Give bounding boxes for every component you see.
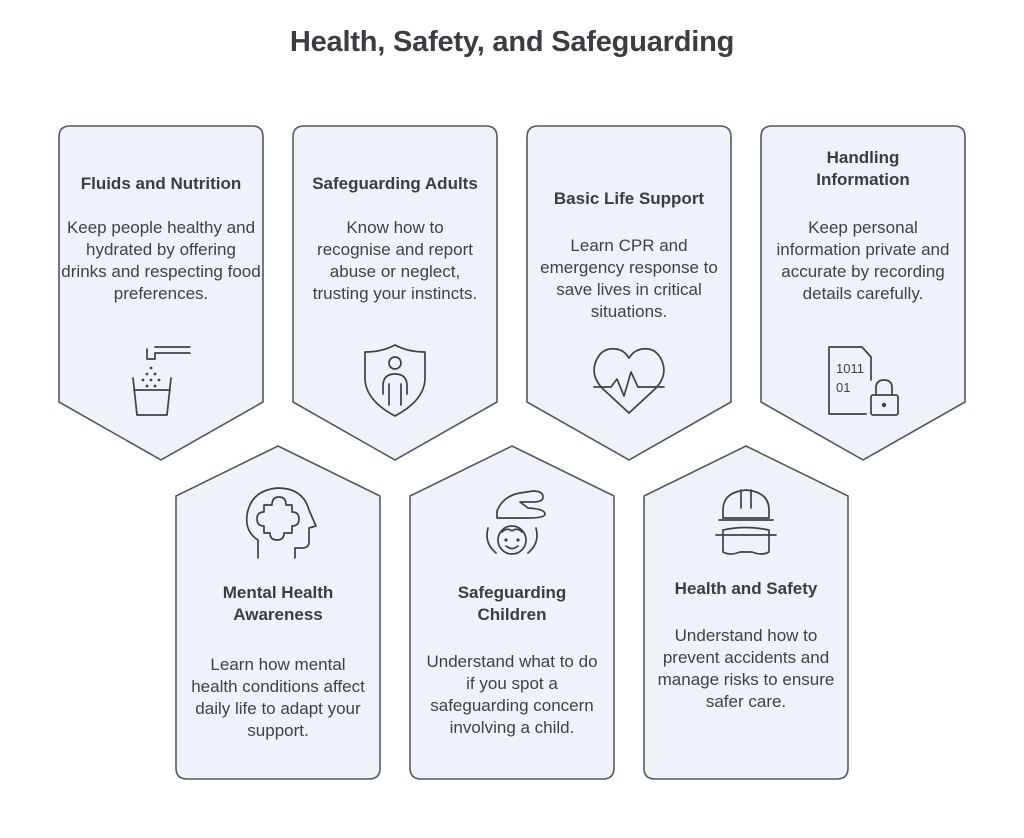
card-heading-safeguarding-adults: Safeguarding Adults xyxy=(312,174,478,193)
card-description-fluids: Keep people healthy and hydrated by offering drinks and respecting food preferences. xyxy=(61,218,261,303)
card-description-mental-health: Learn how mental health conditions affect daily life to adapt your support. xyxy=(191,655,365,740)
card-heading-safeguarding-children: Safeguarding Children xyxy=(457,583,567,624)
card-description-basic-life-support: Learn CPR and emergency response to save lives in critical situations. xyxy=(540,236,718,321)
binary-row-1: 1011 xyxy=(836,361,864,376)
card-heading-handling-information: Handling Information xyxy=(816,148,910,189)
card-description-safeguarding-children: Understand what to do if you spot a safeguarding concern involving a child. xyxy=(426,652,598,737)
page-title: Health, Safety, and Safeguarding xyxy=(289,26,735,58)
card-description-handling-information: Keep personal information private and accurate by recording details carefully. xyxy=(776,218,950,303)
card-heading-health-safety: Health and Safety xyxy=(674,579,818,598)
card-heading-mental-health: Mental Health Awareness xyxy=(222,583,334,624)
card-heading-fluids: Fluids and Nutrition xyxy=(80,174,242,193)
card-shape-health-safety xyxy=(644,446,848,779)
card-description-health-safety: Understand how to prevent accidents and manage risks to ensure safer care. xyxy=(657,626,835,711)
card-description-safeguarding-adults: Know how to recognise and report abuse or neglect, trusting your instincts. xyxy=(312,218,478,303)
binary-row-2: 01 xyxy=(836,380,851,395)
card-heading-basic-life-support: Basic Life Support xyxy=(553,189,705,208)
